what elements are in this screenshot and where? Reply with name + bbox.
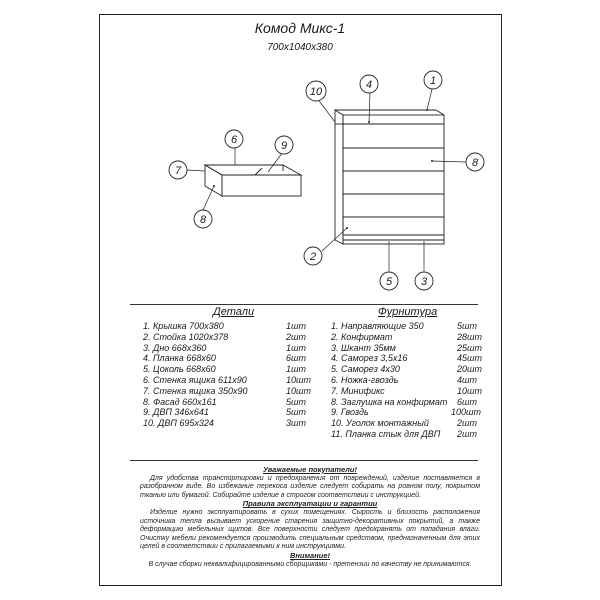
drawer-drawing	[205, 165, 301, 196]
hardware-qty: 5шт	[457, 321, 477, 331]
callout-5-label: 5	[385, 276, 393, 288]
parts-row	[143, 364, 313, 375]
hardware-qty: 4шт	[457, 374, 477, 385]
part-name: 5. Цоколь 668х60	[143, 364, 216, 375]
callout-6-label: 6	[230, 134, 238, 146]
part-qty: 1шт	[286, 342, 306, 353]
parts-row	[143, 407, 313, 418]
parts-title: Детали	[213, 306, 255, 318]
parts-row	[143, 397, 313, 408]
part-name: 10. ДВП 695х324	[143, 418, 214, 429]
part-qty: 1шт	[286, 364, 306, 375]
hardware-qty: 2шт	[457, 428, 477, 439]
hardware-name: 11. Планка стык для ДВП	[331, 428, 441, 439]
hardware-name: 9. Гвоздь	[331, 407, 369, 418]
parts-row	[143, 321, 313, 332]
parts-row	[143, 386, 313, 397]
hardware-row	[331, 386, 481, 397]
part-qty: 2шт	[286, 331, 306, 342]
hardware-qty: 100шт	[451, 407, 481, 418]
part-name: 9. ДВП 346х641	[143, 407, 209, 418]
hardware-row	[331, 364, 481, 375]
hardware-qty: 28шт	[457, 331, 482, 342]
hardware-row	[331, 321, 481, 332]
part-name: 7. Стенка ящика 350х90	[143, 385, 248, 396]
hardware-name: 6. Ножка-гвоздь	[331, 374, 399, 385]
notes-greeting: Уважаемые покупатели!	[262, 465, 358, 474]
part-qty: 3шт	[286, 418, 306, 429]
callout-1-label: 1	[429, 75, 437, 87]
parts-divider	[130, 304, 478, 305]
hardware-name: 8. Заглушка на конфирмат	[331, 396, 448, 407]
part-name: 1. Крышка 700х380	[143, 321, 224, 331]
hardware-row	[331, 343, 481, 354]
chest-drawing	[335, 110, 444, 244]
callout-8-label: 8	[471, 157, 479, 169]
hardware-name: 3. Шкант 35мм	[331, 342, 396, 353]
parts-row	[143, 353, 313, 364]
callout-3-label: 3	[420, 276, 428, 288]
hardware-row	[331, 407, 481, 418]
hardware-qty: 6шт	[457, 396, 477, 407]
part-name: 8. Фасад 660х161	[143, 396, 217, 407]
parts-row	[143, 418, 313, 429]
callout-4-label: 4	[365, 79, 373, 91]
part-qty: 1шт	[286, 321, 306, 331]
hardware-name: 7. Минификс	[331, 385, 385, 396]
part-qty: 5шт	[286, 396, 306, 407]
callout-10-label: 10	[309, 86, 323, 98]
part-qty: 5шт	[286, 407, 306, 418]
hardware-qty: 2шт	[457, 418, 477, 429]
hardware-row	[331, 332, 481, 343]
part-qty: 10шт	[286, 374, 311, 385]
parts-row	[143, 343, 313, 354]
hardware-name: 1. Направляющие 350	[331, 321, 424, 331]
hardware-qty: 45шт	[457, 353, 482, 364]
notes-rules-title: Правила эксплуатации и гарантии	[242, 499, 378, 509]
hardware-name: 5. Саморез 4х30	[331, 364, 400, 375]
parts-row	[143, 375, 313, 386]
callout-9-label: 9	[280, 140, 288, 152]
part-name: 4. Планка 668х60	[143, 353, 216, 364]
hardware-name: 4. Саморез 3,5х16	[331, 353, 408, 364]
parts-list	[143, 321, 313, 429]
hardware-row	[331, 375, 481, 386]
callout-2-label: 2	[309, 251, 317, 263]
product-dimensions: 700х1040х380	[267, 42, 333, 53]
hardware-name: 2. Конфирмат	[331, 331, 393, 342]
leader-lines	[187, 89, 466, 271]
hardware-qty: 25шт	[457, 342, 482, 353]
hardware-name: 10. Уголок монтажный	[331, 418, 429, 429]
part-name: 6. Стенка ящика 611х90	[143, 374, 247, 385]
notes-attention: Внимание!	[289, 550, 331, 560]
hardware-title: Фурнитура	[378, 306, 438, 318]
callout-8b-label: 8	[199, 214, 207, 226]
hardware-qty: 10шт	[457, 385, 482, 396]
callout-7-label: 7	[174, 165, 182, 177]
part-qty: 6шт	[286, 353, 306, 364]
notes-divider	[130, 460, 478, 461]
notes-warning-paragraph: В случае сборки неквалифицированными сборщиками - претензии по качеству не принимаются.	[148, 560, 472, 568]
hardware-qty: 20шт	[457, 364, 482, 375]
hardware-list	[331, 321, 481, 440]
part-name: 3. Дно 668х360	[143, 342, 207, 353]
notes-rules-paragraph: Изделие нужно эксплуатировать в сухих помещениях. Сырость и близость расположения источника тепла вызывает ускорение старения защитно-декоративных покрытий, а также деформацию мебельных щитов. Все поверхности следует предохранять от попадания влаги. Очистку мебели рекомендуется производить специальным средством, предназначенным для этих целей в соответствии с прилагаемыми к ним инструкциями.	[140, 508, 480, 551]
hardware-row	[331, 353, 481, 364]
hardware-row	[331, 418, 481, 429]
part-qty: 10шт	[286, 385, 311, 396]
product-title: Комод Микс-1	[254, 20, 346, 36]
hardware-row	[331, 429, 481, 440]
parts-row	[143, 332, 313, 343]
part-name: 2. Стойка 1020х378	[143, 331, 229, 342]
hardware-row	[331, 397, 481, 408]
notes-assembly-paragraph: Для удобства транспортировки и предохранения от повреждений, изделие поставляется в разобранном виде. Во избежание перекоса изделие следует собирать на ровном полу, покрытом тканью или бумагой. Собирайте изделие в строгом соответствии с инструкцией.	[140, 474, 480, 499]
notes-section	[140, 466, 480, 569]
